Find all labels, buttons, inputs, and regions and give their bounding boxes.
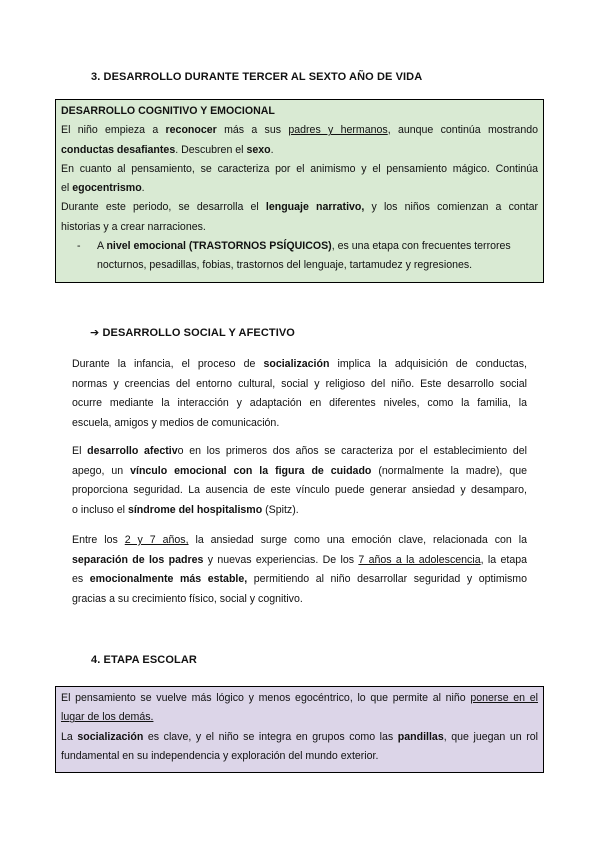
text-line: gracias a su crecimiento físico, social y cognitivo. [72, 592, 303, 605]
text-line: o incluso el síndrome del hospitalismo (Spitz). [72, 503, 299, 516]
school-stage-box [55, 686, 544, 773]
text-line: apego, un vínculo emocional con la figura de cuidado (normalmente la madre), que [72, 464, 528, 477]
text-line: El niño empieza a reconocer más a sus padres y hermanos, aunque continúa mostrando [61, 124, 539, 137]
text-line: normas y creencias del entorno cultural, social y religioso del niño. Este desarrollo social [72, 377, 527, 390]
affective-paragraph [72, 442, 527, 520]
list-item [61, 237, 538, 276]
text-line: El desarrollo afectivo en los primeros dos años se caracteriza por el establecimiento del [72, 445, 527, 457]
text-line: La socialización es clave, y el niño se integra en grupos como las pandillas, que juegan un rol [61, 730, 538, 743]
text-line: Durante la infancia, el proceso de socialización implica la adquisición de conductas, [72, 358, 527, 370]
text-line: es emocionalmente más estable, permitiendo al niño desarrollar seguridad y optimismo [72, 573, 528, 585]
text-line: En cuanto al pensamiento, se caracteriza por el animismo y el pensamiento mágico. Continúa [61, 162, 538, 175]
anxiety-paragraph [72, 531, 527, 609]
social-affective-heading: ➔ DESARROLLO SOCIAL Y AFECTIVO [90, 327, 295, 339]
text-line: ocurre mediante la interacción y adaptación en diferentes niveles, como la familia, la [72, 397, 527, 409]
cognitive-emotional-box [55, 99, 544, 283]
text-line: nocturnos, pesadillas, fobias, trastornos del lenguaje, tartamudez y regresiones. [97, 259, 473, 272]
bullet-dash: - [77, 240, 81, 253]
text-line: conductas desafiantes. Descubren el sexo. [61, 143, 274, 156]
text-line: Entre los 2 y 7 años, la ansiedad surge como una emoción clave, relacionada con la [72, 534, 528, 546]
socialization-paragraph [72, 355, 527, 433]
text-line: proporciona seguridad. La ausencia de este vínculo puede generar ansiedad y desamparo, [72, 484, 527, 496]
text-line: Durante este periodo, se desarrolla el lenguaje narrativo, y los niños comienzan a contar [61, 201, 539, 214]
section-4-heading: 4. ETAPA ESCOLAR [91, 654, 197, 666]
text-line: A nivel emocional (TRASTORNOS PSÍQUICOS), es una etapa con frecuentes terrores [97, 240, 511, 253]
text-line: historias y a crear narraciones. [61, 220, 206, 233]
text-line: el egocentrismo. [61, 182, 145, 195]
text-line: El pensamiento se vuelve más lógico y menos egocéntrico, lo que permite al niño ponerse en el [61, 692, 538, 704]
box-title: DESARROLLO COGNITIVO Y EMOCIONAL [61, 105, 275, 117]
text-line: lugar de los demás. [61, 711, 154, 724]
section-3-heading: 3. DESARROLLO DURANTE TERCER AL SEXTO AÑO DE VIDA [91, 71, 423, 83]
text-line: escuela, amigos y medios de comunicación. [72, 416, 280, 429]
text-line: separación de los padres y nuevas experiencias. De los 7 años a la adolescencia, la etapa [72, 553, 527, 566]
text-line: fundamental en su independencia y exploración del mundo exterior. [61, 749, 379, 762]
